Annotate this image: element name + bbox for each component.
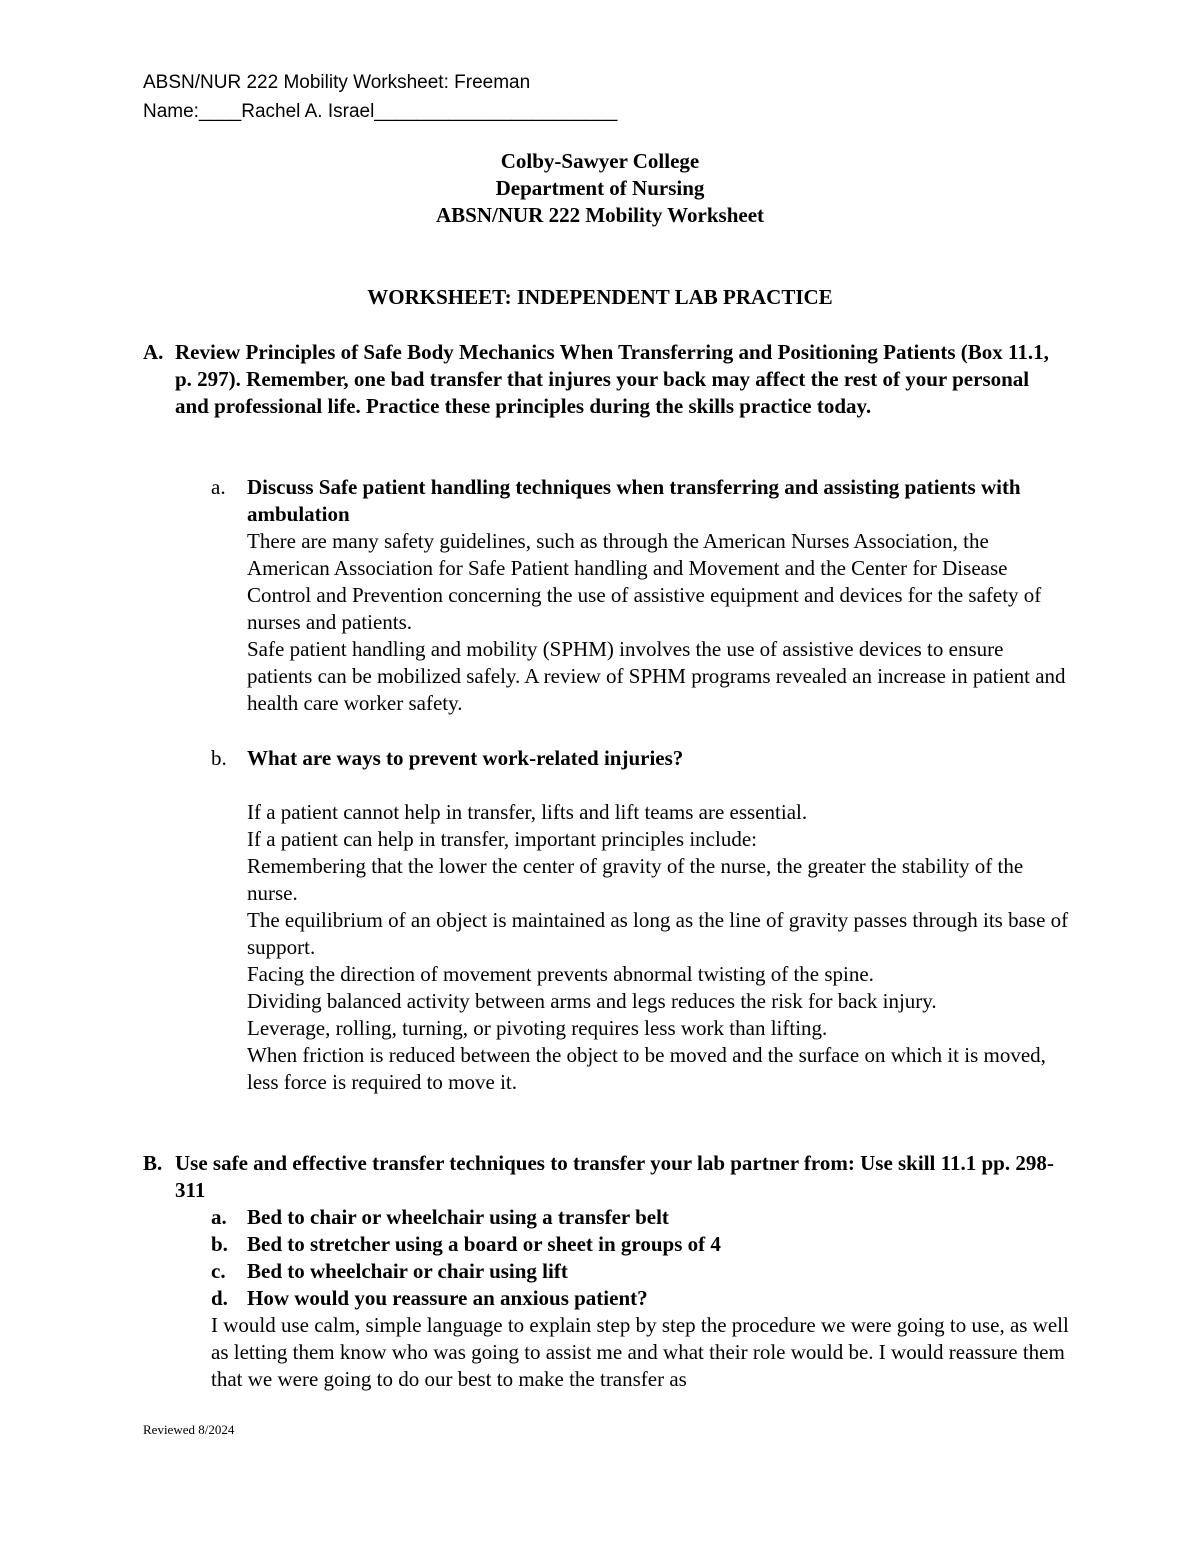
reassurance-answer: I would use calm, simple language to explain step by step the procedure we were going to use, as well as letting them know who was going to assist me and what their role would be. I would reassure them that we were going to do our best to make the transfer as <box>211 1313 1069 1391</box>
section-a <box>143 339 1063 420</box>
item-b-answer-line: The equilibrium of an object is maintained as long as the line of gravity passes through its base of support. <box>247 908 1069 959</box>
item-b-answer-line: Facing the direction of movement prevents abnormal twisting of the spine. <box>247 962 874 986</box>
item-b-answer-line: If a patient cannot help in transfer, lifts and lift teams are essential. <box>247 800 808 824</box>
worksheet-title: WORKSHEET: INDEPENDENT LAB PRACTICE <box>367 285 833 309</box>
list-item-letter: d. <box>211 1286 228 1310</box>
college-name: Colby-Sawyer College <box>500 149 700 173</box>
list-item-text: Bed to chair or wheelchair using a transfer belt <box>247 1205 669 1229</box>
list-item-letter: a. <box>211 1205 227 1229</box>
item-b-answer-line: Dividing balanced activity between arms and legs reduces the risk for back injury. <box>247 989 937 1013</box>
item-b-answer-line: When friction is reduced between the object to be moved and the surface on which it is moved, less force is required to move it. <box>247 1043 1046 1094</box>
list-item <box>211 1285 1071 1312</box>
list-item <box>211 1231 1071 1258</box>
section-a-item-b <box>211 745 1071 1096</box>
list-item-letter: b. <box>211 1232 228 1256</box>
section-a-letter: A. <box>143 340 164 364</box>
course-title: ABSN/NUR 222 Mobility Worksheet <box>435 203 765 227</box>
list-item <box>211 1204 1071 1231</box>
item-a-question: Discuss Safe patient handling techniques when transferring and assisting patients with ambulation <box>247 475 1021 526</box>
item-b-answer-line: If a patient can help in transfer, important principles include: <box>247 827 757 851</box>
item-b-letter: b. <box>211 746 227 770</box>
item-a-answer-paragraph-2: Safe patient handling and mobility (SPHM) involves the use of assistive devices to ensure patients can be mobilized safely. A review of SPHM programs revealed an increase in patient and health care worker safety. <box>247 637 1066 715</box>
list-item-text: Bed to stretcher using a board or sheet in groups of 4 <box>247 1232 721 1256</box>
section-b-list <box>211 1204 1071 1312</box>
item-b-answer-line: Leverage, rolling, turning, or pivoting requires less work than lifting. <box>247 1016 828 1040</box>
department-name: Department of Nursing <box>495 176 705 200</box>
item-b-answer <box>211 799 1071 1096</box>
item-b-answer-line: Remembering that the lower the center of gravity of the nurse, the greater the stability of the nurse. <box>247 854 1024 905</box>
student-name-line: Name:____Rachel A. Israel_______________________ <box>143 101 618 122</box>
title-block <box>0 148 1200 229</box>
document-header-title: ABSN/NUR 222 Mobility Worksheet: Freeman <box>143 72 531 93</box>
section-a-heading: Review Principles of Safe Body Mechanics When Transferring and Positioning Patients (Box 11.1, p. 297). Remember, one bad transfer that injures your back may affect the rest of your personal and professional life. Practice these principles during the skills practice today. <box>175 340 1049 418</box>
list-item-text: How would you reassure an anxious patient? <box>247 1286 648 1310</box>
item-b-question: What are ways to prevent work-related injuries? <box>247 746 684 770</box>
item-a-answer-paragraph-1: There are many safety guidelines, such as through the American Nurses Association, the American Association for Safe Patient handling and Movement and the Center for Disease Control and Prevention concerning the use of assistive equipment and devices for the safety of nurses and patients. <box>247 529 1042 634</box>
list-item-text: Bed to wheelchair or chair using lift <box>247 1259 568 1283</box>
section-b-heading: Use safe and effective transfer techniques to transfer your lab partner from: Use skill 11.1 pp. 298-311 <box>175 1151 1054 1202</box>
section-a-item-a <box>211 474 1071 717</box>
item-a-answer <box>211 528 1071 717</box>
review-date-footer: Reviewed 8/2024 <box>143 1422 235 1437</box>
item-a-letter: a. <box>211 475 226 499</box>
section-b <box>143 1150 1063 1204</box>
list-item <box>211 1258 1071 1285</box>
section-b-letter: B. <box>143 1151 163 1175</box>
list-item-letter: c. <box>211 1259 226 1283</box>
